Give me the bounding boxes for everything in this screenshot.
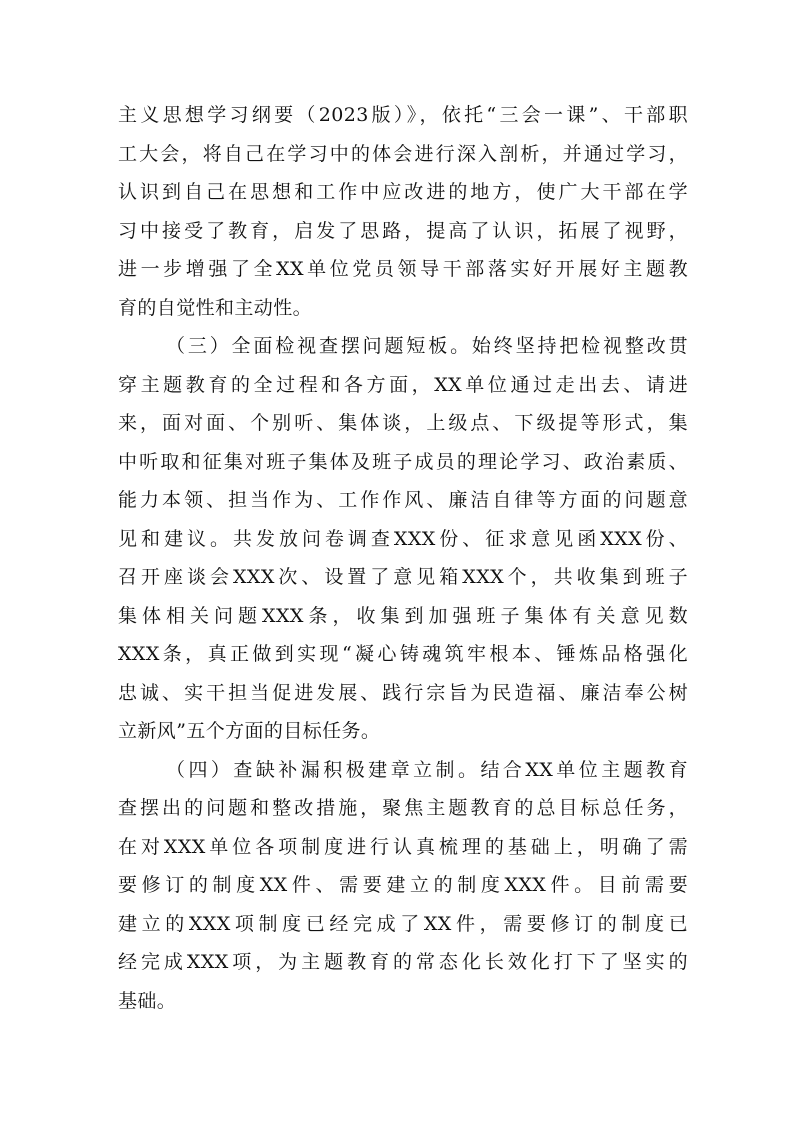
text-line: 集体相关问题XXX条，收集到加强班子集体有关意见数 [118, 604, 688, 627]
body-text [118, 96, 688, 1020]
text-line: XXX条，真正做到实现“凝心铸魂筑牢根本、锤炼品格强化 [118, 643, 688, 665]
text-line: 经完成XXX项，为主题教育的常态化长效化打下了坚实的 [118, 951, 688, 973]
text-line: 基础。 [118, 989, 177, 1012]
paragraph-heading-4: （四）查缺补漏积极建章立制。结合XX单位主题教育 [166, 758, 688, 781]
text-line: 主义思想学习纲要（2023版）》，依托“三会一课”、干部职 [118, 104, 688, 126]
text-line: 建立的XXX项制度已经完成了XX件，需要修订的制度已 [118, 912, 688, 935]
text-line: 忠诚、实干担当促进发展、践行宗旨为民造福、廉洁奉公树 [118, 681, 688, 704]
text-line: 穿主题教育的全过程和各方面，XX单位通过走出去、请进 [118, 373, 688, 396]
text-line: 见和建议。共发放问卷调查XXX份、征求意见函XXX份、 [118, 527, 688, 550]
text-line: 进一步增强了全XX单位党员领导干部落实好开展好主题教 [118, 258, 688, 280]
text-line: 来，面对面、个别听、集体谈，上级点、下级提等形式，集 [118, 412, 688, 434]
text-line: 在对XXX单位各项制度进行认真梳理的基础上，明确了需 [118, 835, 688, 858]
text-line: 查摆出的问题和整改措施，聚焦主题教育的总目标总任务， [118, 797, 688, 819]
text-line: 工大会，将自己在学习中的体会进行深入剖析，并通过学习， [118, 142, 688, 165]
text-line: 育的自觉性和主动性。 [118, 296, 313, 319]
text-line: 要修订的制度XX件、需要建立的制度XXX件。目前需要 [118, 874, 688, 896]
text-line: 习中接受了教育，启发了思路，提高了认识，拓展了视野， [118, 219, 688, 242]
text-line: 立新风”五个方面的目标任务。 [118, 720, 381, 742]
text-line: 中听取和征集对班子集体及班子成员的理论学习、政治素质、 [118, 450, 688, 473]
text-line: 召开座谈会XXX次、设置了意见箱XXX个，共收集到班子 [118, 566, 688, 588]
text-line: 能力本领、担当作为、工作作风、廉洁自律等方面的问题意 [118, 489, 688, 511]
paragraph-heading-3: （三）全面检视查摆问题短板。始终坚持把检视整改贯 [166, 335, 688, 357]
text-line: 认识到自己在思想和工作中应改进的地方，使广大干部在学 [118, 181, 688, 203]
